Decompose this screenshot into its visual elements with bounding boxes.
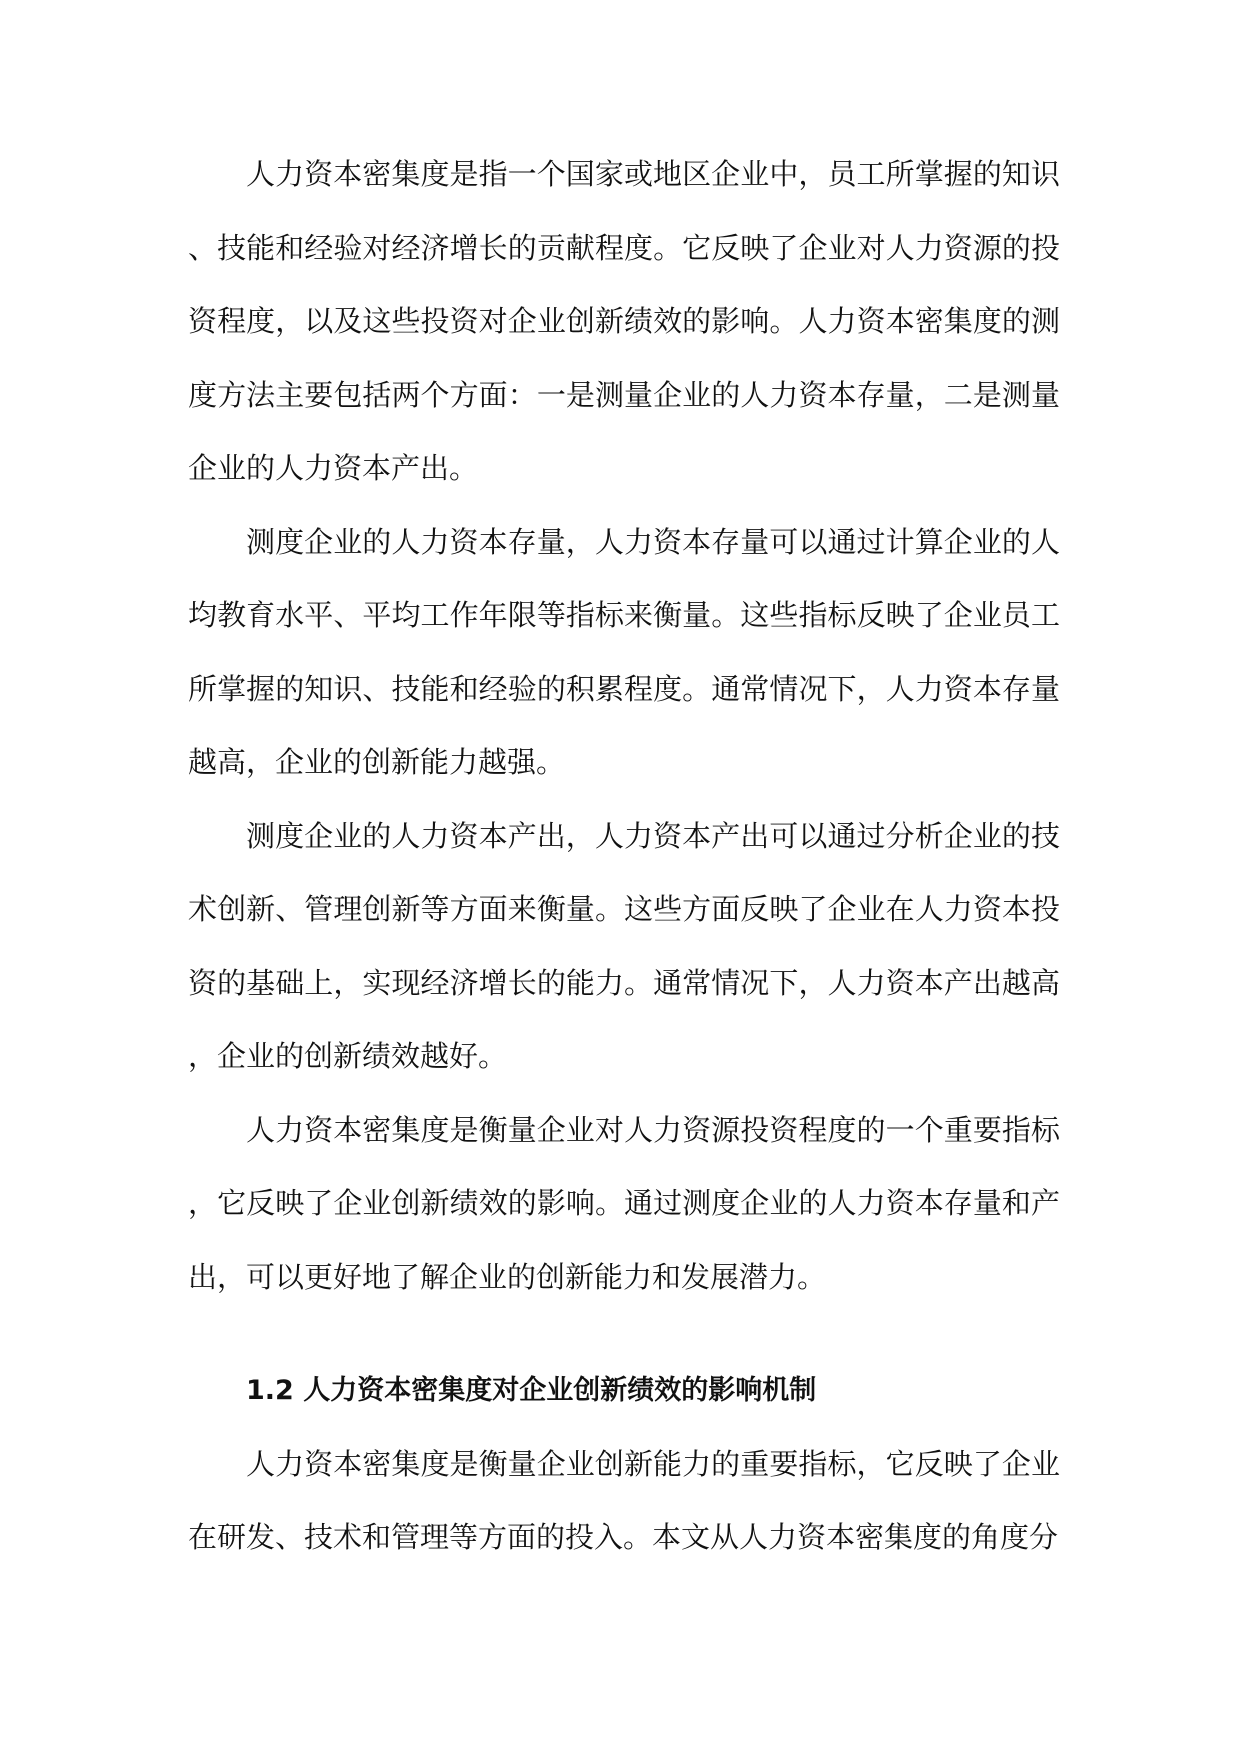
paragraph-2: 测度企业的人力资本存量，人力资本存量可以通过计算企业的人均教育水平、平均工作年限等指标来衡量。这些指标反映了企业员工所掌握的知识、技能和经验的积累程度。通常情况下，人力资本存量越高，企业的创新能力越强。	[188, 524, 1060, 779]
paragraph-4: 人力资本密集度是衡量企业对人力资源投资程度的一个重要指标，它反映了企业创新绩效的影响。通过测度企业的人力资本存量和产出，可以更好地了解企业的创新能力和发展潜力。	[188, 1112, 1060, 1294]
section-paragraph-1: 人力资本密集度是衡量企业创新能力的重要指标，它反映了企业在研发、技术和管理等方面的投入。本文从人力资本密集度的角度分	[188, 1446, 1060, 1554]
document-body	[188, 138, 1060, 1575]
paragraph-3: 测度企业的人力资本产出，人力资本产出可以通过分析企业的技术创新、管理创新等方面来衡量。这些方面反映了企业在人力资本投资的基础上，实现经济增长的能力。通常情况下，人力资本产出越高，企业的创新绩效越好。	[188, 818, 1060, 1073]
paragraph-1: 人力资本密集度是指一个国家或地区企业中，员工所掌握的知识、技能和经验对经济增长的贡献程度。它反映了企业对人力资源的投资程度，以及这些投资对企业创新绩效的影响。人力资本密集度的测度方法主要包括两个方面：一是测量企业的人力资本存量，二是测量企业的人力资本产出。	[188, 157, 1060, 485]
section-heading: 1.2 人力资本密集度对企业创新绩效的影响机制	[246, 1375, 817, 1406]
